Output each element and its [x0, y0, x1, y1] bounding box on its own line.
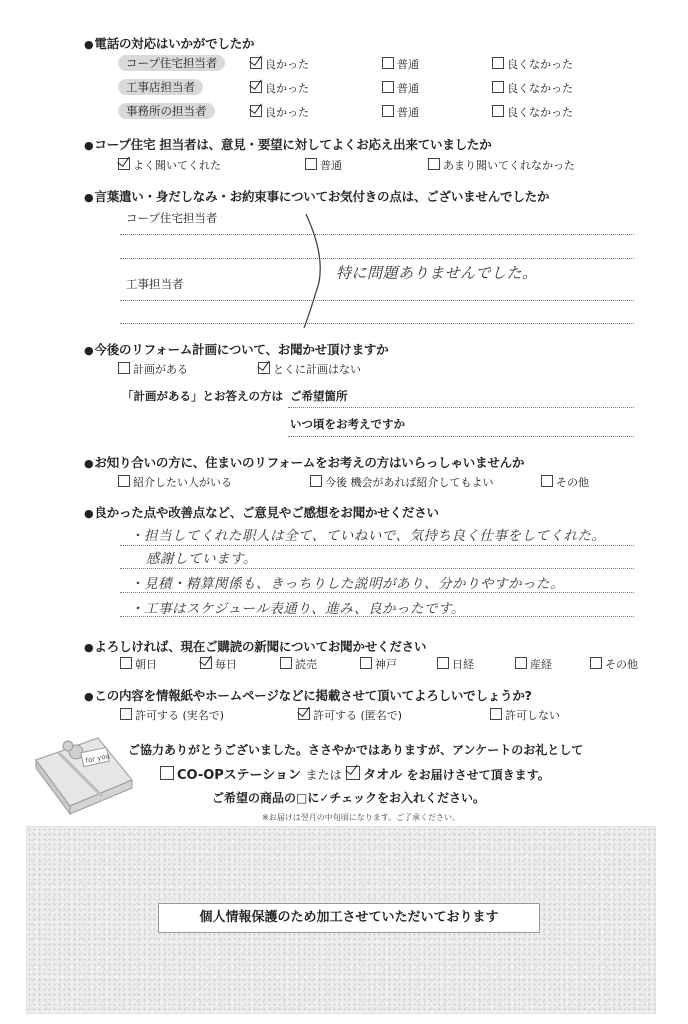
q7-opt-nikkei[interactable]: 日経 — [437, 657, 474, 672]
q8-title: ● この内容を情報紙やホームページなどに掲載させて頂いてよろしいでしょうか? — [84, 686, 532, 704]
q1-role-2: 工事店担当者 — [118, 79, 203, 95]
checkbox[interactable] — [280, 657, 292, 669]
q5-opt-1[interactable]: 紹介したい人がいる — [118, 475, 232, 490]
gift-tag-text: for you — [84, 751, 111, 765]
dotted-line — [120, 300, 634, 301]
q1-r3-good[interactable]: 良かった — [250, 105, 309, 120]
q1-r2-good[interactable]: 良かった — [250, 81, 309, 96]
dotted-line — [288, 436, 634, 437]
q4-opt-noplan[interactable]: とくに計画はない — [258, 362, 361, 377]
dotted-line — [120, 592, 634, 593]
q5-opt-3[interactable]: その他 — [541, 475, 589, 490]
coop-station-checkbox[interactable] — [160, 766, 174, 780]
q4-when-label: いつ頃をお考えですか — [290, 417, 405, 431]
delivery-note: ※お届けは翌月の中旬頃になります。ご了承ください。 — [262, 813, 461, 822]
q7-opt-asahi[interactable]: 朝日 — [120, 657, 157, 672]
thanks-line-1: ご協力ありがとうございました。ささやかではありますが、アンケートのお礼として — [128, 743, 584, 757]
q2-title: ● コープ住宅 担当者は、意見・要望に対してよくお応え出来ていましたか — [84, 135, 492, 153]
q7-opt-yomiuri[interactable]: 読売 — [280, 657, 317, 672]
q7-opt-other[interactable]: その他 — [590, 657, 638, 672]
checkbox[interactable] — [492, 57, 504, 69]
checkbox[interactable] — [437, 657, 449, 669]
q5-title: ● お知り合いの方に、住まいのリフォームをお考えの方はいらっしゃいませんか — [84, 453, 524, 471]
q4-place-label: ご希望箇所 — [290, 389, 348, 403]
checkbox[interactable] — [382, 105, 394, 117]
checkbox[interactable] — [118, 362, 130, 374]
checkbox[interactable] — [118, 475, 130, 487]
checkbox-checked[interactable] — [258, 362, 270, 374]
checkbox[interactable] — [305, 158, 317, 170]
brace-mark — [300, 212, 330, 330]
dotted-line — [120, 258, 634, 259]
checkbox-checked[interactable] — [298, 708, 310, 720]
thanks-line-3: ご希望の商品の□に✓チェックをお入れください。 — [212, 791, 486, 805]
q1-r1-normal[interactable]: 普通 — [382, 57, 419, 72]
checkbox[interactable] — [360, 657, 372, 669]
checkbox[interactable] — [515, 657, 527, 669]
checkbox[interactable] — [382, 81, 394, 93]
q6-comment-line-1[interactable]: ・担当してくれた职人は全て、ていねいで、気持ち良く仕事をしてくれた。 — [130, 528, 606, 544]
q1-title: ● 電話の対応はいかがでしたか — [84, 34, 254, 52]
dotted-line — [120, 568, 634, 569]
q1-r3-bad[interactable]: 良くなかった — [492, 105, 573, 120]
dotted-line — [120, 323, 634, 324]
q8-opt-anonymous[interactable]: 許可する (匿名で) — [298, 708, 402, 723]
q4-title: ● 今後のリフォーム計画について、お聞かせ頂けますか — [84, 340, 388, 358]
q3-handwritten-answer[interactable]: 特に問題ありませんでした。 — [336, 264, 538, 282]
q1-role-3: 事務所の担当者 — [118, 103, 215, 119]
towel-checkbox[interactable] — [346, 766, 360, 780]
q2-opt-good[interactable]: よく聞いてくれた — [118, 158, 221, 173]
checkbox[interactable] — [310, 475, 322, 487]
q7-opt-mainichi[interactable]: 毎日 — [200, 657, 237, 672]
q7-opt-sankei[interactable]: 産経 — [515, 657, 552, 672]
q3-label-construction: 工事担当者 — [126, 277, 184, 291]
thanks-line-2: CO-OPステーション または タオル をお届けさせて頂きます。 — [160, 764, 550, 783]
q7-title: ● よろしければ、現在ご購読の新聞についてお聞かせください — [84, 637, 426, 655]
q2-opt-bad[interactable]: あまり聞いてくれなかった — [428, 158, 575, 173]
privacy-notice: 個人情報保護のため加工させていただいております — [158, 903, 540, 933]
q5-opt-2[interactable]: 今後 機会があれば紹介してもよい — [310, 475, 494, 490]
checkbox[interactable] — [492, 105, 504, 117]
checkbox[interactable] — [428, 158, 440, 170]
gift-box-illustration — [28, 730, 138, 816]
checkbox-checked[interactable] — [200, 657, 212, 669]
q7-opt-kobe[interactable]: 神戸 — [360, 657, 397, 672]
checkbox-checked[interactable] — [118, 158, 130, 170]
q1-r1-bad[interactable]: 良くなかった — [492, 57, 573, 72]
q8-opt-deny[interactable]: 許可しない — [490, 708, 560, 723]
q4-opt-plan[interactable]: 計画がある — [118, 362, 188, 377]
checkbox[interactable] — [492, 81, 504, 93]
checkbox[interactable] — [120, 657, 132, 669]
checkbox-checked[interactable] — [250, 81, 262, 93]
q6-comment-line-2[interactable]: 感謝しています。 — [146, 551, 257, 567]
q1-role-1: コープ住宅担当者 — [118, 55, 225, 71]
dotted-line — [120, 545, 634, 546]
checkbox-checked[interactable] — [250, 57, 262, 69]
checkbox[interactable] — [382, 57, 394, 69]
q4-sub-label: 「計画がある」とお答えの方は — [122, 389, 283, 403]
checkbox-checked[interactable] — [250, 105, 262, 117]
checkbox[interactable] — [541, 475, 553, 487]
q1-r2-bad[interactable]: 良くなかった — [492, 81, 573, 96]
q6-comment-line-4[interactable]: ・工事はスケジュール表通り、進み、良かったです。 — [130, 601, 465, 617]
checkbox[interactable] — [590, 657, 602, 669]
q6-title: ● 良かった点や改善点など、ご意見やご感想をお聞かせください — [84, 503, 439, 521]
q1-r2-normal[interactable]: 普通 — [382, 81, 419, 96]
q3-label-coop: コープ住宅担当者 — [126, 211, 218, 225]
q1-r1-good[interactable]: 良かった — [250, 57, 309, 72]
checkbox[interactable] — [120, 708, 132, 720]
q8-opt-realname[interactable]: 許可する (実名で) — [120, 708, 224, 723]
checkbox[interactable] — [490, 708, 502, 720]
q3-title: ● 言葉遣い・身だしなみ・お約束事についてお気付きの点は、ございませんでしたか — [84, 187, 549, 205]
q1-r3-normal[interactable]: 普通 — [382, 105, 419, 120]
q6-comment-line-3[interactable]: ・見積・精算関係も、きっちりした説明があり、分かりやすかった。 — [130, 576, 564, 592]
q2-opt-normal[interactable]: 普通 — [305, 158, 342, 173]
dotted-line — [120, 234, 634, 235]
dotted-line — [288, 407, 634, 408]
